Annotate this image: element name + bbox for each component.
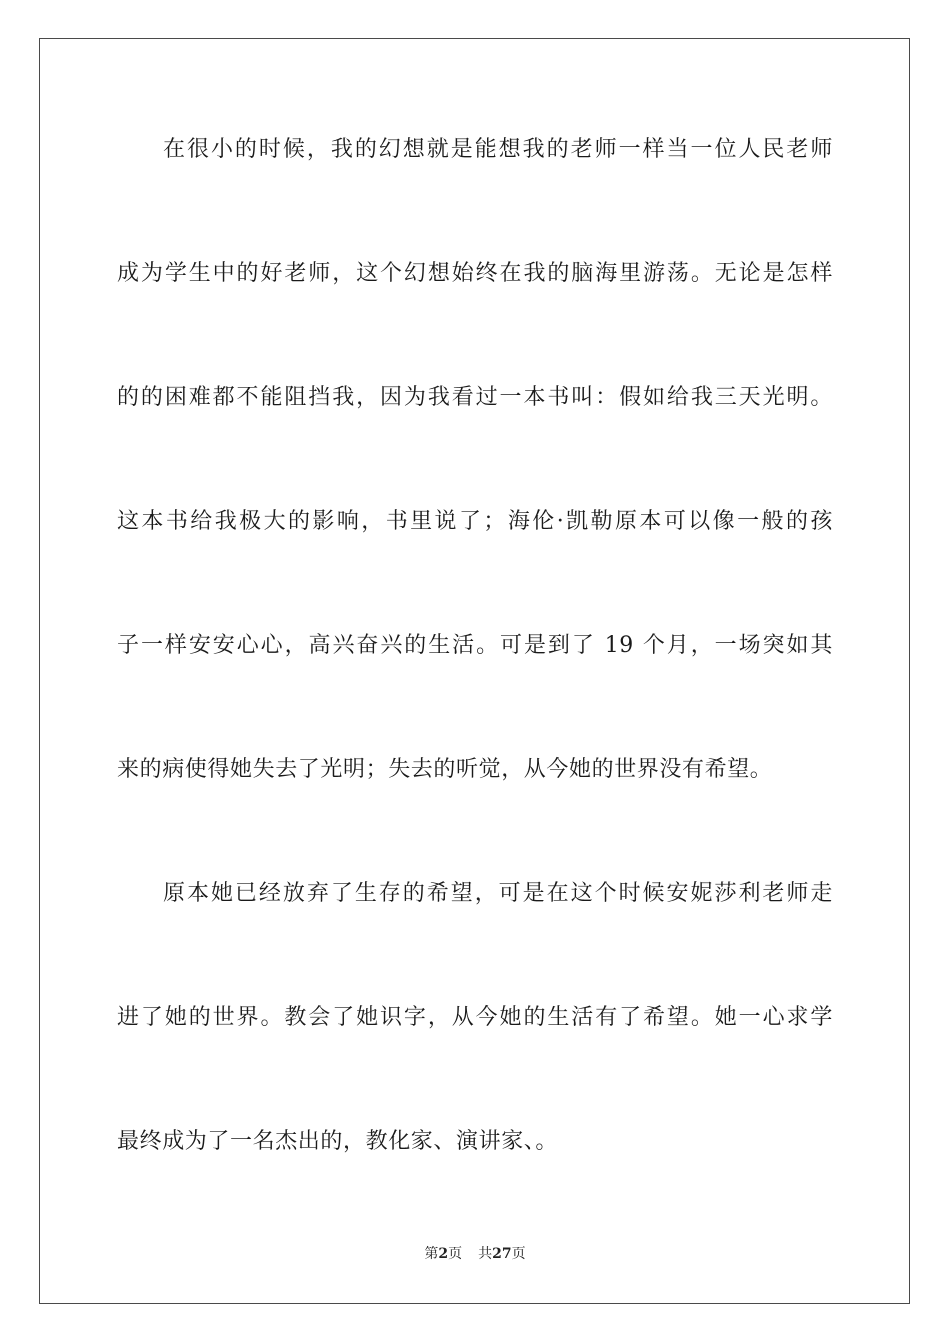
paragraph-2-line-1: 原本她已经放弃了生存的希望，可是在这个时候安妮莎利老师走	[163, 881, 833, 906]
paragraph-2-line-2: 进了她的世界。教会了她识字，从今她的生活有了希望。她一心求学	[117, 1005, 833, 1030]
current-page-number: 2	[438, 1246, 449, 1262]
paragraph-1-line-6: 来的病使得她失去了光明；失去的听觉，从今她的世界没有希望。	[117, 757, 773, 782]
paragraph-1-line-3: 的的困难都不能阻挡我，因为我看过一本书叫：假如给我三天光明。	[117, 385, 833, 410]
total-suffix: 页	[511, 1246, 526, 1262]
page-frame	[39, 38, 910, 1304]
total-pages-number: 27	[492, 1246, 512, 1262]
page-prefix: 第	[424, 1246, 439, 1262]
paragraph-1-line-4: 这本书给我极大的影响，书里说了；海伦·凯勒原本可以像一般的孩	[117, 509, 833, 534]
page-number-footer	[0, 1244, 950, 1264]
paragraph-1-line-2: 成为学生中的好老师，这个幻想始终在我的脑海里游荡。无论是怎样	[117, 261, 833, 286]
paragraph-2-line-3: 最终成为了一名杰出的，教化家、演讲家、。	[117, 1129, 559, 1154]
total-prefix: 共	[478, 1246, 493, 1262]
paragraph-1-line-1: 在很小的时候，我的幻想就是能想我的老师一样当一位人民老师	[163, 137, 833, 162]
paragraph-1-line-5: 子一样安安心心，高兴奋兴的生活。可是到了 19 个月，一场突如其	[117, 633, 833, 658]
page-suffix: 页	[448, 1246, 463, 1262]
